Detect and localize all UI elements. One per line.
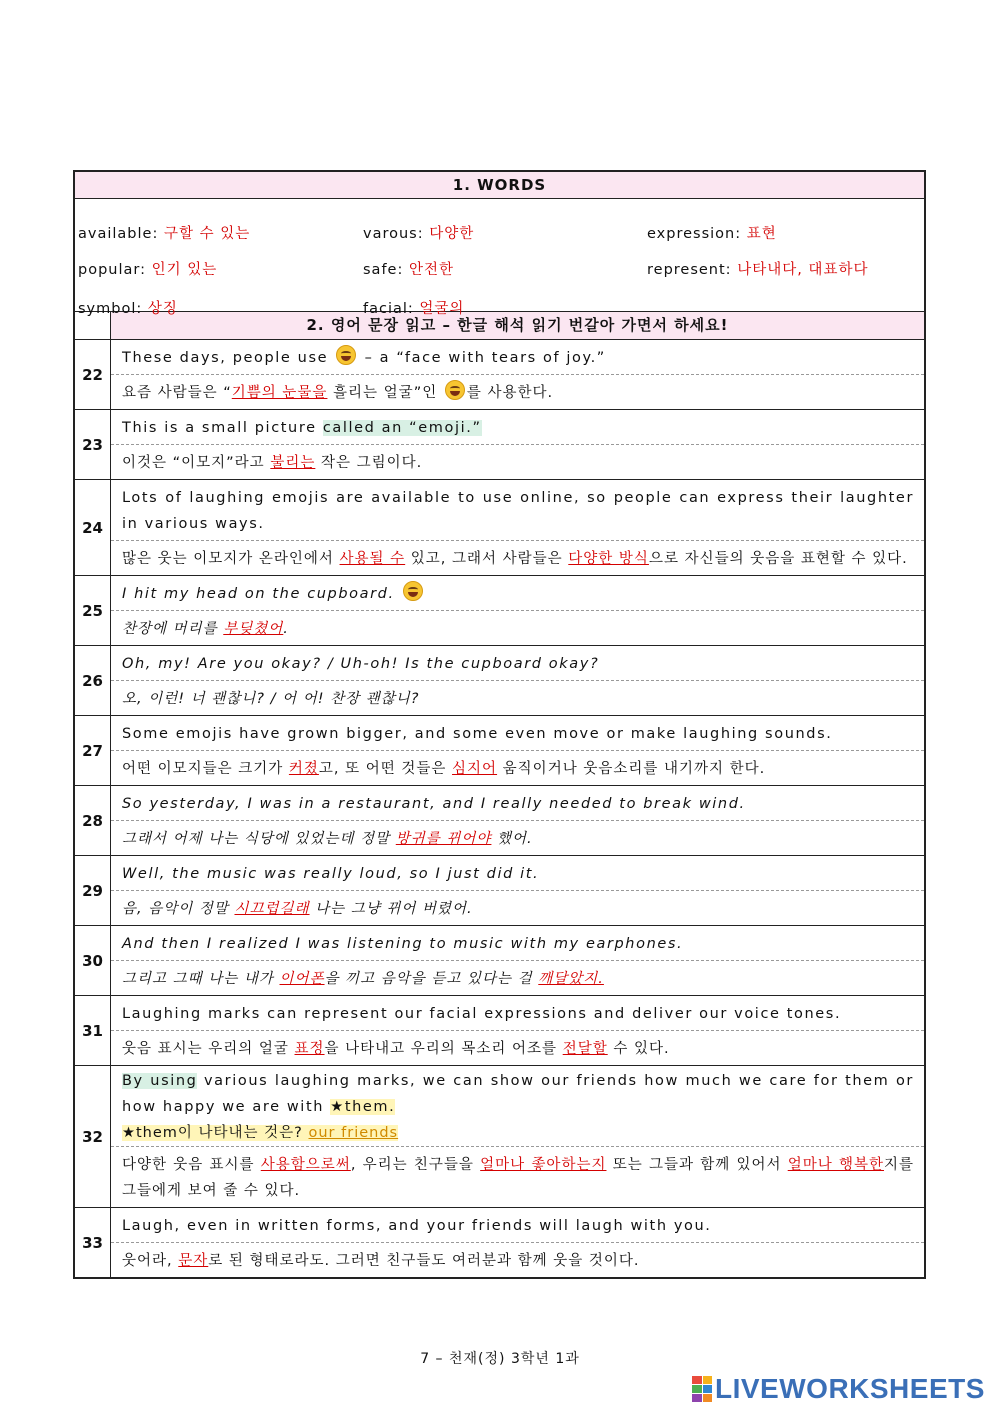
english-line bbox=[111, 646, 924, 681]
key-phrase: 심지어 bbox=[452, 761, 498, 777]
sentence-row-27 bbox=[75, 716, 924, 786]
word-meaning: 구할 수 있는 bbox=[163, 226, 251, 242]
word-entry bbox=[78, 258, 217, 279]
page-footer: 7 – 천재(정) 3학년 1과 bbox=[420, 1351, 580, 1367]
key-phrase: 커졌 bbox=[288, 761, 319, 777]
section2-title: 2. 영어 문장 읽고 – 한글 해석 읽기 번갈아 가면서 하세요! bbox=[111, 312, 924, 339]
section1-title: 1. WORDS bbox=[75, 172, 924, 199]
key-phrase: 시끄럽길래 bbox=[234, 901, 310, 917]
key-phrase: 다양한 방식 bbox=[568, 551, 649, 567]
sentence-number: 23 bbox=[75, 410, 111, 479]
text: 요즘 사람들은 “ bbox=[122, 385, 232, 401]
key-phrase: 얼마나 행복한 bbox=[787, 1157, 884, 1173]
text: Laughing marks can represent our facial expressions and deliver our voice tones. bbox=[122, 1006, 842, 1022]
text: 이것은 “이모지”라고 bbox=[122, 455, 271, 471]
korean-line bbox=[111, 1243, 924, 1277]
word-meaning: 다양한 bbox=[429, 226, 475, 242]
word-meaning: 얼굴의 bbox=[419, 301, 465, 317]
korean-line bbox=[111, 1031, 924, 1065]
face-with-tears-of-joy-icon bbox=[403, 581, 423, 601]
face-with-tears-of-joy-icon bbox=[336, 345, 356, 365]
text: 다양한 웃음 표시를 bbox=[122, 1157, 261, 1173]
key-phrase: 사용될 수 bbox=[339, 551, 406, 567]
word-term: expression: bbox=[647, 226, 742, 242]
text: 움직이거나 웃음소리를 내기까지 한다. bbox=[497, 761, 766, 777]
sentence-row-33 bbox=[75, 1208, 924, 1277]
english-line bbox=[111, 1208, 924, 1243]
key-phrase: 불리는 bbox=[270, 455, 316, 471]
sentence-number: 33 bbox=[75, 1208, 111, 1277]
sentence-number: 25 bbox=[75, 576, 111, 645]
english-line bbox=[111, 480, 924, 541]
liveworksheets-logo[interactable] bbox=[692, 1373, 992, 1405]
text: Laugh, even in written forms, and your friends will laugh with you. bbox=[122, 1218, 712, 1234]
text: 그리고 그때 나는 내가 bbox=[122, 971, 280, 987]
key-phrase: 문자 bbox=[178, 1253, 209, 1269]
text: 음, 음악이 정말 bbox=[122, 901, 235, 917]
word-entry bbox=[647, 258, 868, 279]
text: 으로 자신들의 웃음을 표현할 수 있다. bbox=[648, 551, 908, 567]
sentence-row-30 bbox=[75, 926, 924, 996]
starred-word: ★them. bbox=[330, 1099, 396, 1115]
english-line bbox=[111, 926, 924, 961]
word-term: popular: bbox=[78, 262, 146, 278]
text: 작은 그림이다. bbox=[315, 455, 423, 471]
sentence-row-22 bbox=[75, 340, 924, 410]
english-line bbox=[111, 340, 924, 375]
highlighted-phrase: By using bbox=[122, 1073, 198, 1089]
question-text: ★them이 나타내는 것은? bbox=[122, 1125, 309, 1141]
key-phrase: 표정 bbox=[294, 1041, 325, 1057]
text: Some emojis have grown bigger, and some even move or make laughing sounds. bbox=[122, 726, 833, 742]
word-term: facial: bbox=[363, 301, 414, 317]
text: 을 끼고 음악을 듣고 있다는 걸 bbox=[324, 971, 539, 987]
korean-line bbox=[111, 445, 924, 479]
text: 어떤 이모지들은 크기가 bbox=[122, 761, 289, 777]
sentence-number: 31 bbox=[75, 996, 111, 1065]
text: 했어. bbox=[491, 831, 533, 847]
text: 을 나타내고 우리의 목소리 어조를 bbox=[324, 1041, 563, 1057]
korean-line bbox=[111, 611, 924, 645]
text: 웃어라, bbox=[122, 1253, 179, 1269]
korean-line bbox=[111, 751, 924, 785]
brand-name: LIVEWORKSHEETS bbox=[715, 1373, 985, 1404]
key-phrase: 얼마나 좋아하는지 bbox=[480, 1157, 607, 1173]
english-line bbox=[111, 996, 924, 1031]
text: 찬장에 머리를 bbox=[122, 621, 224, 637]
text: 오, 이런! 너 괜찮니? / 어 어! 찬장 괜찮니? bbox=[122, 691, 420, 707]
sentence-number: 30 bbox=[75, 926, 111, 995]
sentence-row-29 bbox=[75, 856, 924, 926]
word-meaning: 나타내다, 대표하다 bbox=[737, 262, 869, 278]
text: 있고, 그래서 사람들은 bbox=[405, 551, 569, 567]
text: 또는 그들과 함께 있어서 bbox=[606, 1157, 788, 1173]
text: 그래서 어제 나는 식당에 있었는데 정말 bbox=[122, 831, 396, 847]
word-term: symbol: bbox=[78, 301, 143, 317]
key-phrase: 이어폰 bbox=[279, 971, 325, 987]
sentence-row-23 bbox=[75, 410, 924, 480]
text: . bbox=[283, 621, 289, 637]
key-phrase: 부딪쳤어 bbox=[223, 621, 284, 637]
text: And then I realized I was listening to music with my earphones. bbox=[122, 936, 684, 952]
word-meaning: 안전한 bbox=[408, 262, 454, 278]
korean-line bbox=[111, 681, 924, 715]
text: 를 사용한다. bbox=[466, 385, 554, 401]
word-entry bbox=[363, 297, 464, 318]
text: 고, 또 어떤 것들은 bbox=[318, 761, 453, 777]
word-meaning: 인기 있는 bbox=[151, 262, 218, 278]
korean-line bbox=[111, 961, 924, 995]
word-entry bbox=[78, 297, 178, 318]
section2-header bbox=[75, 312, 924, 340]
english-line bbox=[111, 716, 924, 751]
word-term: safe: bbox=[363, 262, 404, 278]
key-phrase: 깨달았지. bbox=[538, 971, 604, 987]
answer-text: our friends bbox=[308, 1125, 399, 1141]
text: – a “face with tears of joy.” bbox=[364, 350, 606, 366]
word-meaning: 표현 bbox=[746, 226, 777, 242]
english-line bbox=[111, 1066, 924, 1120]
sentence-row-31 bbox=[75, 996, 924, 1066]
sentence-number: 26 bbox=[75, 646, 111, 715]
text: I hit my head on the cupboard. bbox=[122, 586, 395, 602]
word-term: varous: bbox=[363, 226, 424, 242]
sentence-number: 28 bbox=[75, 786, 111, 855]
face-with-tears-of-joy-icon bbox=[445, 380, 465, 400]
text: Lots of laughing emojis are available to use online, so people can express their laughter in various ways. bbox=[122, 490, 914, 532]
text: 흘리는 얼굴”인 bbox=[327, 385, 438, 401]
korean-line bbox=[111, 891, 924, 925]
english-line bbox=[111, 786, 924, 821]
english-line bbox=[111, 576, 924, 611]
key-phrase: 사용함으로써 bbox=[260, 1157, 351, 1173]
korean-line bbox=[111, 821, 924, 855]
word-entry bbox=[78, 222, 250, 243]
sentence-row-26 bbox=[75, 646, 924, 716]
english-line bbox=[111, 410, 924, 445]
text: These days, people use bbox=[122, 350, 329, 366]
sentence-row-24 bbox=[75, 480, 924, 576]
text: 나는 그냥 뀌어 버렸어. bbox=[309, 901, 473, 917]
key-phrase: 기쁨의 눈물을 bbox=[231, 385, 328, 401]
sentence-number: 24 bbox=[75, 480, 111, 575]
sentence-number: 29 bbox=[75, 856, 111, 925]
liveworksheets-logo-icon bbox=[692, 1376, 712, 1402]
word-entry bbox=[363, 258, 454, 279]
highlighted-phrase: called an “emoji.” bbox=[322, 420, 482, 436]
sentence-number: 32 bbox=[75, 1066, 111, 1207]
korean-line bbox=[111, 375, 924, 409]
english-line bbox=[111, 856, 924, 891]
text: various laughing marks, we can show our friends how much we care for them or how happy we are with bbox=[122, 1073, 914, 1115]
text: 웃음 표시는 우리의 얼굴 bbox=[122, 1041, 295, 1057]
sentence-number: 22 bbox=[75, 340, 111, 409]
worksheet-table bbox=[73, 170, 926, 1279]
word-entry bbox=[647, 222, 777, 243]
text: , 우리는 친구들을 bbox=[350, 1157, 481, 1173]
sentence-row-25 bbox=[75, 576, 924, 646]
word-term: available: bbox=[78, 226, 159, 242]
words-grid bbox=[75, 199, 924, 317]
sentence-row-28 bbox=[75, 786, 924, 856]
text: This is a small picture bbox=[122, 420, 323, 436]
korean-line bbox=[111, 541, 924, 575]
text: 많은 웃는 이모지가 온라인에서 bbox=[122, 551, 340, 567]
sentence-number: 27 bbox=[75, 716, 111, 785]
text: Well, the music was really loud, so I just did it. bbox=[122, 866, 540, 882]
text: 로 된 형태로라도. 그러면 친구들도 여러분과 함께 웃을 것이다. bbox=[208, 1253, 640, 1269]
sentence-row-32 bbox=[75, 1066, 924, 1208]
key-phrase: 전달할 bbox=[562, 1041, 608, 1057]
word-term: represent: bbox=[647, 262, 732, 278]
text: 지를 그들에게 보여 줄 수 있다. bbox=[122, 1157, 914, 1199]
word-meaning: 상징 bbox=[147, 301, 178, 317]
text: So yesterday, I was in a restaurant, and I really needed to break wind. bbox=[122, 796, 746, 812]
question-line bbox=[111, 1120, 924, 1147]
key-phrase: 방귀를 뀌어야 bbox=[395, 831, 492, 847]
text: 수 있다. bbox=[607, 1041, 670, 1057]
korean-line bbox=[111, 1147, 924, 1207]
word-entry bbox=[363, 222, 474, 243]
text: Oh, my! Are you okay? / Uh-oh! Is the cupboard okay? bbox=[122, 656, 600, 672]
